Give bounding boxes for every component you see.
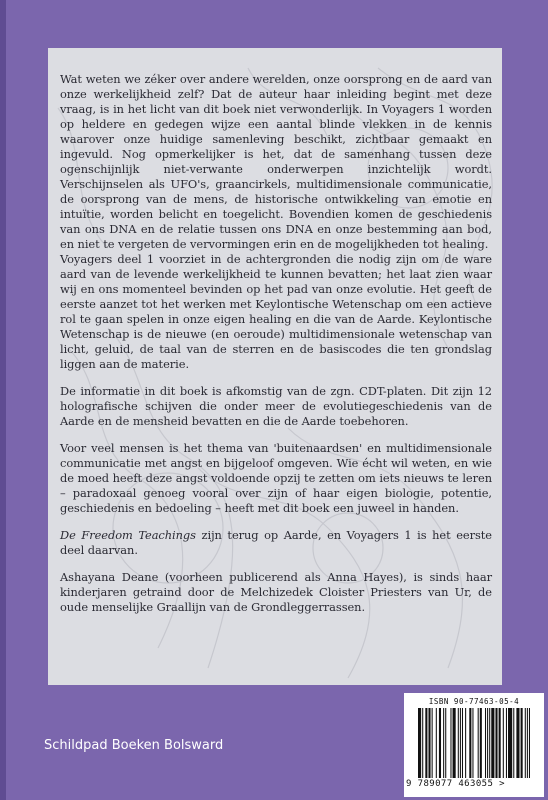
- barcode-bar: [480, 708, 482, 778]
- barcode-bar: [428, 708, 430, 778]
- isbn-barcode: [404, 693, 544, 797]
- barcode-bar: [445, 708, 446, 778]
- barcode-bar: [462, 708, 463, 778]
- ean-digits: 9 789077 463055 >: [406, 779, 505, 789]
- barcode-bar: [422, 708, 423, 778]
- paragraph-voyagers: Voyagers deel 1 voorziet in de achtergronden die nodig zijn om de ware aard van de levende werkelijkheid te kunnen bevatten; het laat zien waar wij en ons momenteel bevinden op het pad van onze evolutie. Het geeft de eerste aanzet tot het werken met Keylontische Wetenschap om een actieve rol te gaan spelen in onze eigen healing en die van de Aarde. Keylontische Wetenschap is de nieuwe (en oeroude) multidimensionale wetenschap van licht, geluid, de taal van de sterren en de basiscodes die ten grondslag liggen aan de materie.: [60, 252, 492, 371]
- barcode-bar: [491, 708, 494, 778]
- barcode-bar: [513, 708, 514, 778]
- back-cover-text-panel: [48, 48, 502, 685]
- barcode-bar: [527, 708, 528, 778]
- barcode-bar: [508, 708, 512, 778]
- barcode-bar: [425, 708, 427, 778]
- paragraph-author: Ashayana Deane (voorheen publicerend als Anna Hayes), is sinds haar kinderjaren getraind door de Melchizedek Cloister Priesters van Ur, de oude menselijke Graallijn van de Grondleggerrassen.: [60, 570, 492, 614]
- barcode-bar: [418, 708, 421, 778]
- barcode-bar: [469, 708, 471, 778]
- barcode-bar: [506, 708, 507, 778]
- paragraph-intro: Wat weten we zéker over andere werelden, onze oorsprong en de aard van onze werkelijkheid zelf? Dat de auteur haar inleiding begint met deze vraag, is in het licht van dit boek niet verwonderlijk. In Voyagers 1 worden op heldere en gedegen wijze een aantal blinde vlekken in de kennis waarover onze huidige samenleving beschikt, zichtbaar gemaakt en ingevuld. Nog opmerkelijker is het, dat de samenhang tussen deze ogenschijnlijk niet-verwante onderwerpen inzichtelijk wordt. Verschijnselen als UFO's, graancirkels, multidimensionale communicatie, de oorsprong van de mens, de historische ontwikkeling van emotie en intuïtie, worden belicht en toegelicht. Bovendien komen de geschiedenis van ons DNA en de relatie tussen ons DNA en onze bestemming aan bod, en niet te vergeten de vervormingen erin en de mogelijkheden tot healing.: [60, 72, 492, 251]
- barcode-bar: [499, 708, 501, 778]
- barcode-bar: [465, 708, 466, 778]
- barcode-bar: [458, 708, 459, 778]
- barcode-bar: [485, 708, 486, 778]
- barcode-bar: [489, 708, 490, 778]
- paragraph-freedom-teachings: [60, 528, 492, 558]
- barcode-bar: [436, 708, 437, 778]
- publisher-name: Schildpad Boeken Bolsward: [44, 738, 224, 753]
- barcode-bar: [525, 708, 526, 778]
- freedom-teachings-italic: De Freedom Teachings: [60, 528, 196, 542]
- barcode-bar: [439, 708, 441, 778]
- freedom-teachings-rest: zijn terug op Aarde, en Voyagers 1 is het eerste deel daarvan.: [60, 528, 492, 557]
- barcode-bar: [432, 708, 433, 778]
- barcode-bar: [521, 708, 523, 778]
- barcode-bars: [418, 708, 530, 778]
- paragraph-cdt-plates: De informatie in dit boek is afkomstig van de zgn. CDT-platen. Dit zijn 12 holografische schijven die onder meer de evolutiegeschiedenis van de Aarde en de mensheid bevatten en die de Aarde toebehoren.: [60, 384, 492, 428]
- barcode-bar: [503, 708, 504, 778]
- barcode-bar: [478, 708, 479, 778]
- paragraph-extraterrestrials: Voor veel mensen is het thema van 'buitenaardsen' en multidimensionale communicatie met angst en bijgeloof omgeven. Wie écht wil weten, en wie de moed heeft deze angst voldoende opzij te zetten om iets nieuws te leren – paradoxaal genoeg vooral over zijn of haar eigen biologie, potentie, geschiedenis en bedoeling – heeft met dit boek een juweel in handen.: [60, 441, 492, 515]
- isbn-label: ISBN 90-77463-05-4: [428, 697, 520, 706]
- back-cover-description: [60, 72, 492, 627]
- barcode-bar: [443, 708, 444, 778]
- barcode-bar: [529, 708, 530, 778]
- barcode-bar: [460, 708, 461, 778]
- barcode-bar: [516, 708, 519, 778]
- barcode-bar: [495, 708, 497, 778]
- barcode-bar: [450, 708, 451, 778]
- barcode-bar: [487, 708, 488, 778]
- barcode-bar: [472, 708, 473, 778]
- spine-edge: [0, 0, 6, 800]
- barcode-bar: [453, 708, 456, 778]
